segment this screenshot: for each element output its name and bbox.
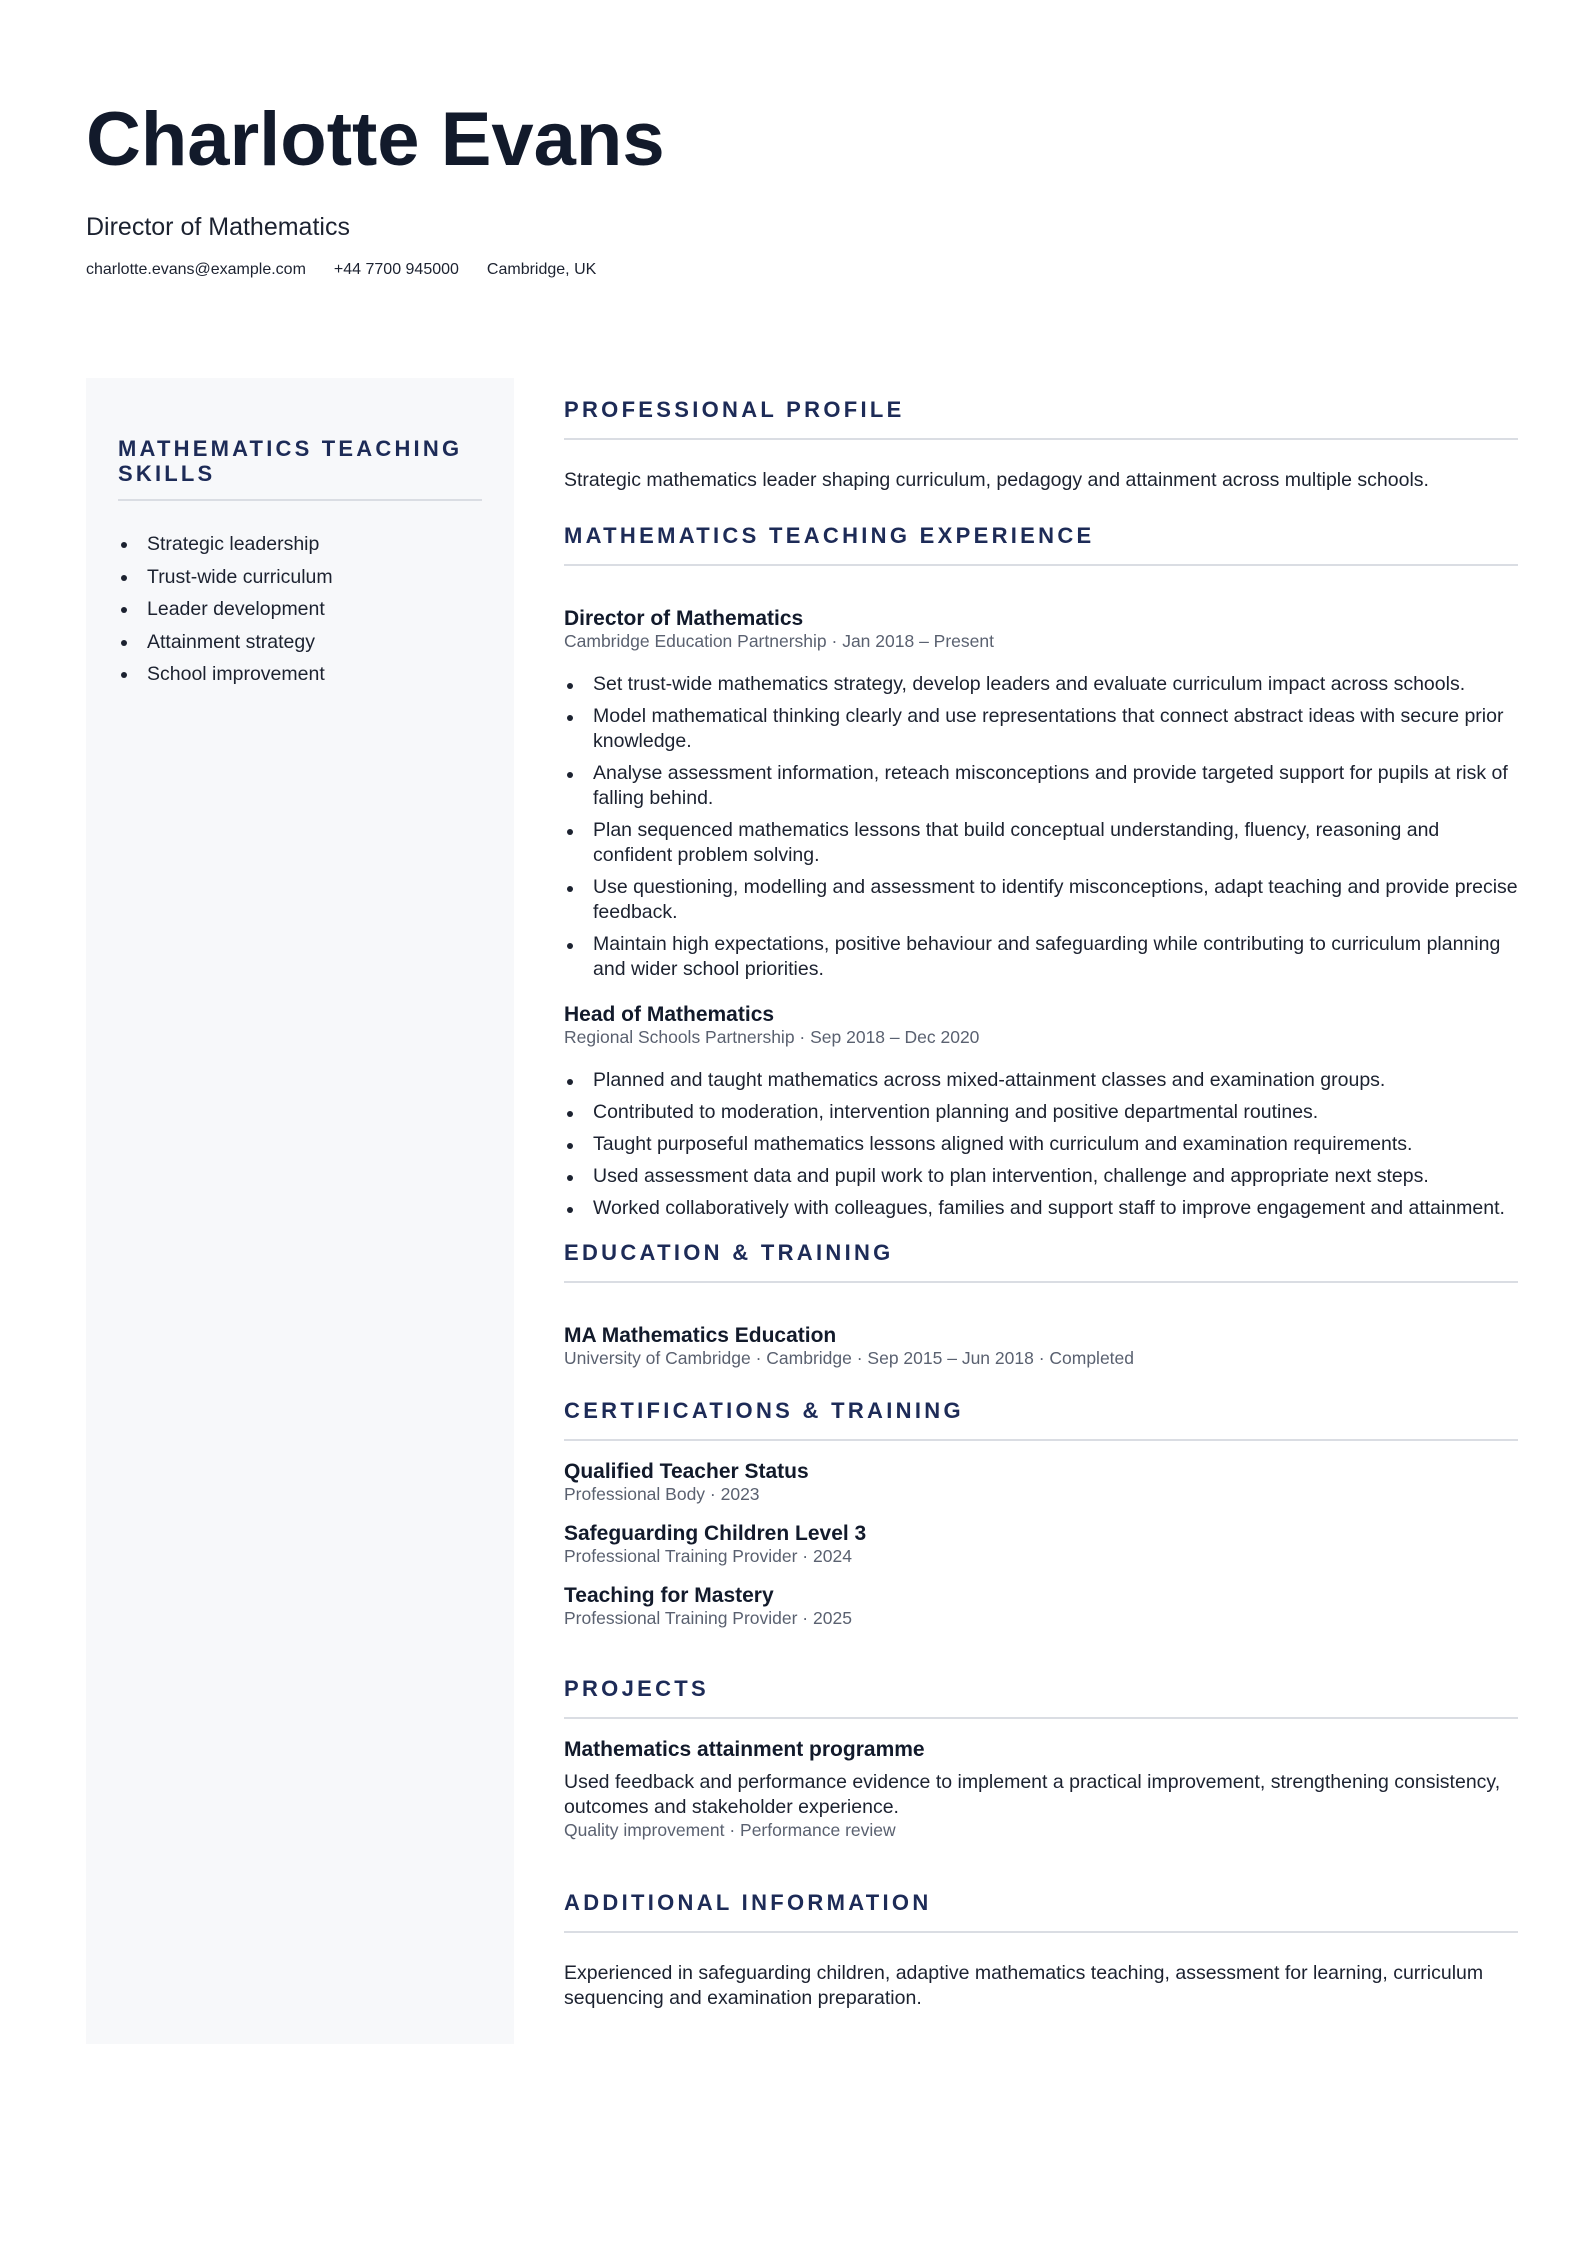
- project-name: Mathematics attainment programme: [564, 1738, 925, 1761]
- experience-heading: MATHEMATICS TEACHING EXPERIENCE: [564, 522, 1518, 566]
- project-entry: [564, 1737, 1518, 1841]
- skill-item: Leader development: [118, 593, 482, 626]
- education-degree: MA Mathematics Education: [564, 1324, 837, 1347]
- job-bullet: Use questioning, modelling and assessment to identify misconceptions, adapt teaching and provide precise feedback.: [564, 875, 1518, 925]
- skills-heading: MATHEMATICS TEACHING SKILLS: [118, 436, 482, 501]
- job-bullet: Analyse assessment information, reteach misconceptions and provide targeted support for pupils at risk of falling behind.: [564, 761, 1518, 811]
- skill-item: School improvement: [118, 658, 482, 691]
- certification-entry: [564, 1521, 1518, 1567]
- additional-text: Experienced in safeguarding children, adaptive mathematics teaching, assessment for learning, curriculum sequencing and examination preparation.: [564, 1962, 1484, 2009]
- job-bullet: Planned and taught mathematics across mixed-attainment classes and examination groups.: [564, 1068, 1518, 1093]
- candidate-headline: Director of Mathematics: [86, 213, 350, 241]
- skill-item: Attainment strategy: [118, 626, 482, 659]
- job-entry: [564, 606, 1518, 982]
- job-bullets: [564, 672, 1518, 982]
- skill-item: Strategic leadership: [118, 528, 482, 561]
- additional-heading: ADDITIONAL INFORMATION: [564, 1889, 1518, 1933]
- certification-meta: Professional Training Provider · 2025: [564, 1608, 852, 1628]
- job-bullet: Maintain high expectations, positive behaviour and safeguarding while contributing to curriculum planning and wider school priorities.: [564, 932, 1518, 982]
- skills-sidebar: [86, 378, 514, 2044]
- job-bullet: Model mathematical thinking clearly and use representations that connect abstract ideas with secure prior knowledge.: [564, 704, 1518, 754]
- certification-name: Qualified Teacher Status: [564, 1460, 809, 1483]
- project-tags: Quality improvement · Performance review: [564, 1820, 896, 1840]
- profile-section: [564, 396, 1518, 493]
- job-bullet: Contributed to moderation, intervention planning and positive departmental routines.: [564, 1100, 1518, 1125]
- job-bullet: Plan sequenced mathematics lessons that build conceptual understanding, fluency, reasoning and confident problem solving.: [564, 818, 1518, 868]
- experience-section: [564, 522, 1518, 1221]
- job-bullets: [564, 1068, 1518, 1221]
- projects-section: [564, 1675, 1518, 1841]
- job-bullet: Taught purposeful mathematics lessons aligned with curriculum and examination requirements.: [564, 1132, 1518, 1157]
- job-bullet: Used assessment data and pupil work to plan intervention, challenge and appropriate next steps.: [564, 1164, 1518, 1189]
- candidate-name: Charlotte Evans: [86, 97, 665, 182]
- certification-name: Safeguarding Children Level 3: [564, 1522, 867, 1545]
- contact-email: charlotte.evans@example.com: [86, 261, 306, 278]
- project-description: Used feedback and performance evidence to implement a practical improvement, strengthening consistency, outcomes and stakeholder experience.: [564, 1771, 1501, 1818]
- certification-name: Teaching for Mastery: [564, 1584, 774, 1607]
- contact-line: [86, 260, 1506, 280]
- certification-meta: Professional Training Provider · 2024: [564, 1546, 852, 1566]
- skill-item: Trust-wide curriculum: [118, 561, 482, 594]
- education-section: [564, 1239, 1518, 1369]
- job-bullet: Set trust-wide mathematics strategy, develop leaders and evaluate curriculum impact across schools.: [564, 672, 1518, 697]
- resume-header: [86, 92, 1506, 280]
- profile-text: Strategic mathematics leader shaping curriculum, pedagogy and attainment across multiple schools.: [564, 469, 1429, 491]
- contact-phone: +44 7700 945000: [333, 261, 459, 278]
- certification-entry: [564, 1459, 1518, 1505]
- job-role: Head of Mathematics: [564, 1003, 775, 1026]
- education-entry: [564, 1323, 1518, 1369]
- profile-heading: PROFESSIONAL PROFILE: [564, 396, 1518, 440]
- job-meta: Regional Schools Partnership · Sep 2018 – Dec 2020: [564, 1027, 980, 1047]
- additional-section: [564, 1889, 1518, 2011]
- job-bullet: Worked collaboratively with colleagues, families and support staff to improve engagement and attainment.: [564, 1196, 1518, 1221]
- job-entry: [564, 1002, 1518, 1221]
- skills-list: [118, 528, 482, 691]
- education-heading: EDUCATION & TRAINING: [564, 1239, 1518, 1283]
- job-role: Director of Mathematics: [564, 607, 804, 630]
- education-meta: University of Cambridge · Cambridge · Sep 2015 – Jun 2018 · Completed: [564, 1348, 1135, 1368]
- certification-meta: Professional Body · 2023: [564, 1484, 760, 1504]
- certifications-heading: CERTIFICATIONS & TRAINING: [564, 1397, 1518, 1441]
- certifications-section: [564, 1397, 1518, 1629]
- certification-entry: [564, 1583, 1518, 1629]
- job-meta: Cambridge Education Partnership · Jan 2018 – Present: [564, 631, 994, 651]
- main-column: [564, 396, 1518, 2011]
- contact-location: Cambridge, UK: [486, 261, 597, 278]
- projects-heading: PROJECTS: [564, 1675, 1518, 1719]
